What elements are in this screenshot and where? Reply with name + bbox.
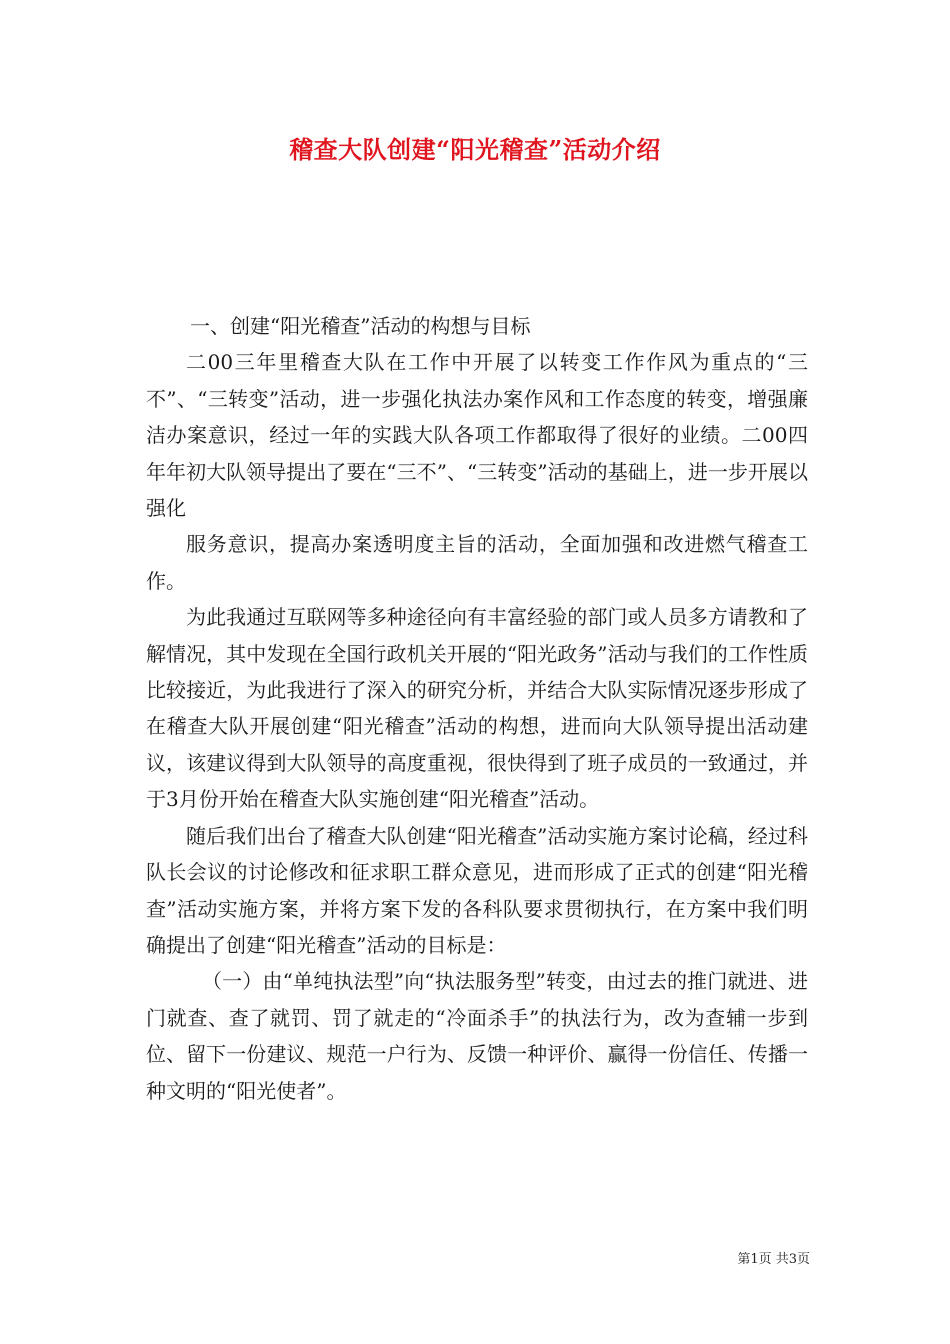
document-title: 稽查大队创建“阳光稽查”活动介绍 [289, 135, 661, 164]
sub-item-paragraph: （一）由“单纯执法型”向“执法服务型”转变，由过去的推门就进、进门就查、查了就罚、罚了就走的“冷面杀手”的执法行为，改为查辅一步到位、留下一份建议、规范一户行为、反馈一种评价、赢得一份信任、传播一种文明的“阳光使者”。 [146, 969, 808, 1103]
paragraph: 为此我通过互联网等多种途径向有丰富经验的部门或人员多方请教和了解情况，其中发现在全国行政机关开展的“阳光政务”活动与我们的工作性质比较接近，为此我进行了深入的研究分析，并结合大队实际情况逐步形成了在稽查大队开展创建“阳光稽查”活动的构想，进而向大队领导提出活动建议，该建议得到大队领导的高度重视，很快得到了班子成员的一致通过，并于3月份开始在稽查大队实施创建“阳光稽查”活动。 [146, 605, 808, 812]
section-heading: 一、创建“阳光稽查”活动的构想与目标 [190, 314, 531, 338]
paragraph: 随后我们出台了稽查大队创建“阳光稽查”活动实施方案讨论稿，经过科队长会议的讨论修改和征求职工群众意见，进而形成了正式的创建“阳光稽查”活动实施方案，并将方案下发的各科队要求贯彻执行，在方案中我们明确提出了创建“阳光稽查”活动的目标是： [146, 823, 808, 957]
page-number: 第1页 共3页 [737, 1252, 810, 1267]
paragraph: 服务意识，提高办案透明度主旨的活动，全面加强和改进燃气稽查工作。 [146, 532, 808, 593]
paragraph: 二00三年里稽查大队在工作中开展了以转变工作作风为重点的“三不”、“三转变”活动，进一步强化执法办案作风和工作态度的转变，增强廉洁办案意识，经过一年的实践大队各项工作都取得了很好的业绩。二00四年年初大队领导提出了要在“三不”、“三转变”活动的基础上，进一步开展以强化 [146, 350, 808, 521]
document-body [146, 308, 808, 1109]
